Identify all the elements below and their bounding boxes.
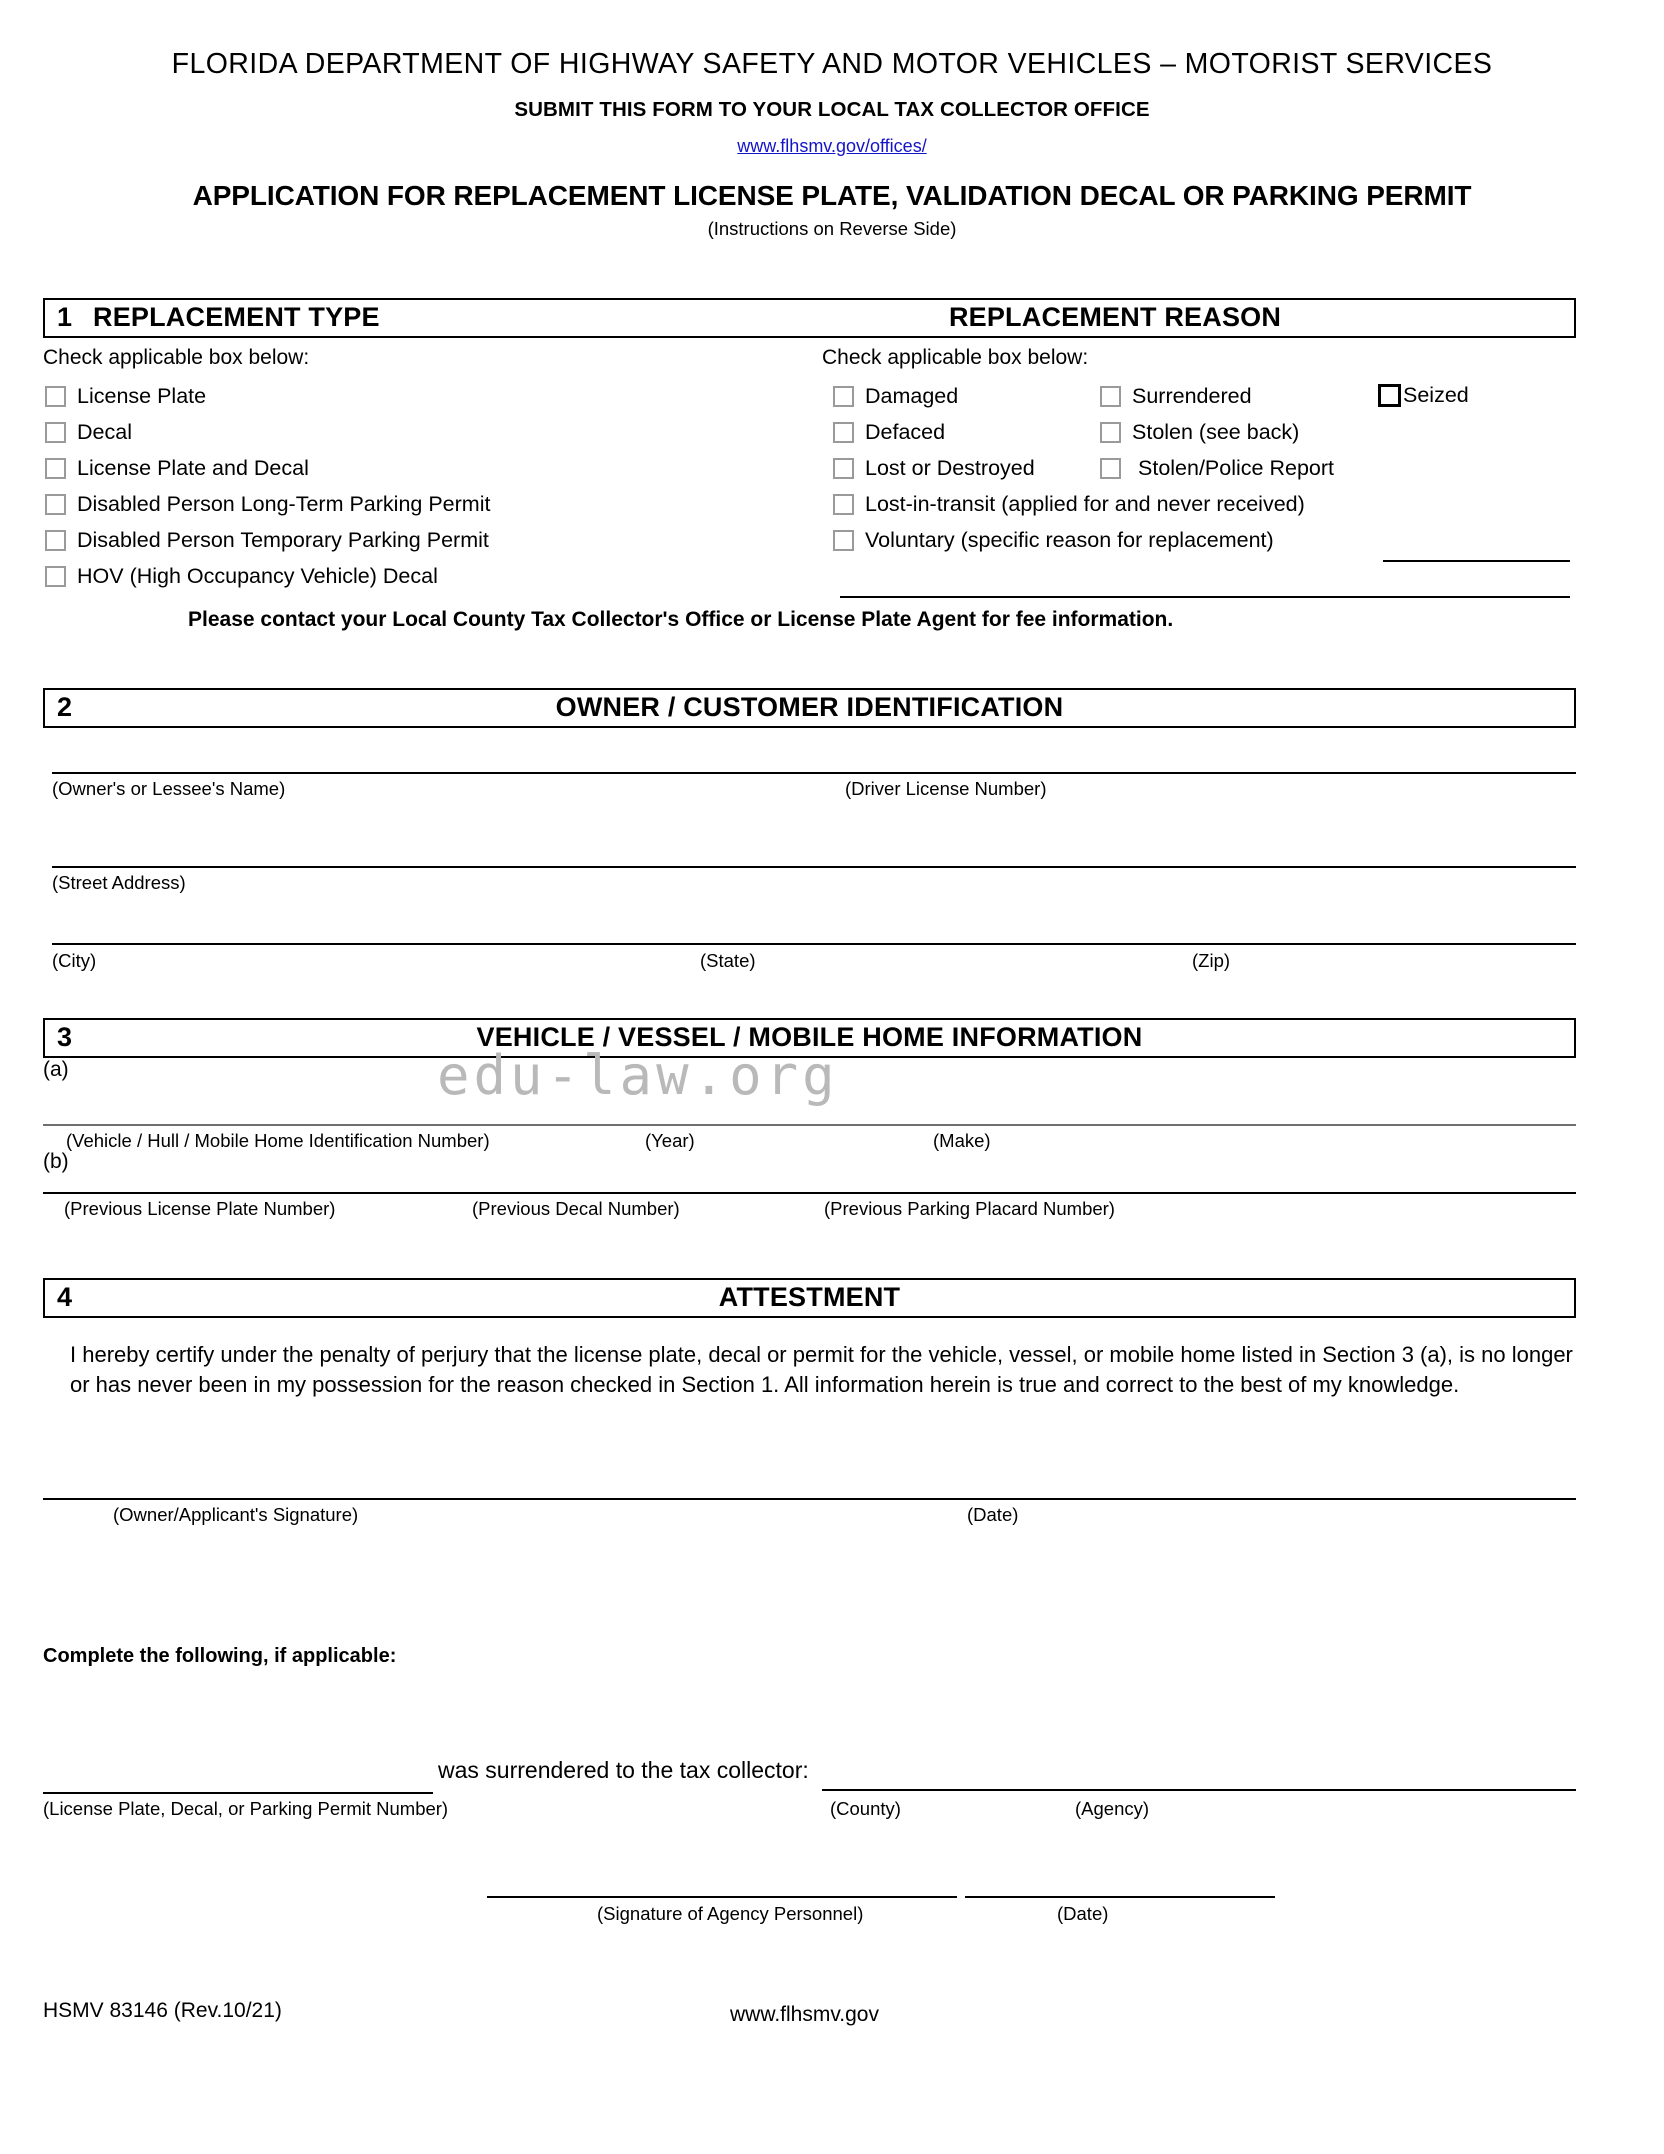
section-1-title-right: REPLACEMENT REASON xyxy=(948,301,1282,332)
checkbox-lost-or-destroyed-icon[interactable] xyxy=(833,458,854,479)
county-label: (County) xyxy=(830,1798,901,1819)
replacement-type-instruction: Check applicable box below: xyxy=(43,346,310,369)
complete-if-applicable-note: Complete the following, if applicable: xyxy=(43,1645,397,1667)
checkbox-row-temporary-parking-permit[interactable] xyxy=(45,522,490,558)
checkbox-damaged-icon[interactable] xyxy=(833,386,854,407)
surrendered-item-input-line[interactable] xyxy=(43,1792,433,1794)
zip-label: (Zip) xyxy=(1192,950,1231,971)
checkbox-row-seized[interactable] xyxy=(1378,377,1469,413)
checkbox-surrendered-icon[interactable] xyxy=(1100,386,1121,407)
voluntary-reason-input-line[interactable] xyxy=(1383,560,1570,562)
checkbox-defaced-icon[interactable] xyxy=(833,422,854,443)
section-3-number: 3 xyxy=(57,1021,73,1052)
surrendered-to-tax-collector-text: was surrendered to the tax collector: xyxy=(438,1757,809,1783)
city-label: (City) xyxy=(52,950,97,971)
agency-date-input-line[interactable] xyxy=(965,1896,1275,1898)
section-3-title: VEHICLE / VESSEL / MOBILE HOME INFORMATION xyxy=(476,1021,1143,1052)
checkbox-label: License Plate and Decal xyxy=(77,455,309,480)
previous-plate-label: (Previous License Plate Number) xyxy=(64,1198,336,1219)
previous-numbers-input-line[interactable] xyxy=(43,1192,1576,1194)
checkbox-label: Stolen/Police Report xyxy=(1138,455,1334,480)
checkbox-row-stolen-police-report[interactable] xyxy=(1100,450,1334,486)
offices-url-line xyxy=(0,136,1664,157)
section-2-header xyxy=(43,688,1576,728)
checkbox-license-plate-icon[interactable] xyxy=(45,386,66,407)
checkbox-row-decal[interactable] xyxy=(45,414,490,450)
voluntary-reason-continuation-line[interactable] xyxy=(840,596,1570,598)
fee-information-note: Please contact your Local County Tax Collector's Office or License Plate Agent for fee information. xyxy=(188,608,1174,631)
checkbox-label: Voluntary (specific reason for replacement) xyxy=(865,527,1274,552)
section-2-number: 2 xyxy=(57,691,73,722)
section-1-header xyxy=(43,298,1576,338)
checkbox-seized-icon[interactable] xyxy=(1378,384,1401,407)
agency-date-label: (Date) xyxy=(1057,1903,1109,1924)
offices-url-link[interactable]: www.flhsmv.gov/offices/ xyxy=(737,136,927,156)
state-label: (State) xyxy=(700,950,756,971)
replacement-reason-instruction: Check applicable box below: xyxy=(822,346,1089,369)
checkbox-label: Lost-in-transit (applied for and never received) xyxy=(865,491,1305,516)
checkbox-row-stolen[interactable] xyxy=(1100,414,1334,450)
make-label: (Make) xyxy=(933,1130,991,1151)
agency-signature-label: (Signature of Agency Personnel) xyxy=(597,1903,864,1924)
section-3-header xyxy=(43,1018,1576,1058)
previous-placard-label: (Previous Parking Placard Number) xyxy=(824,1198,1115,1219)
checkbox-label: Disabled Person Temporary Parking Permit xyxy=(77,527,489,552)
city-state-zip-input-line[interactable] xyxy=(52,943,1576,945)
vin-label: (Vehicle / Hull / Mobile Home Identification Number) xyxy=(66,1130,490,1151)
section-4-title: ATTESTMENT xyxy=(718,1281,901,1312)
owner-signature-input-line[interactable] xyxy=(43,1498,1576,1500)
checkbox-hov-decal-icon[interactable] xyxy=(45,566,66,587)
previous-decal-label: (Previous Decal Number) xyxy=(472,1198,680,1219)
owner-signature-label: (Owner/Applicant's Signature) xyxy=(113,1504,359,1525)
checkbox-stolen-icon[interactable] xyxy=(1100,422,1121,443)
checkbox-label: Defaced xyxy=(865,419,946,444)
checkbox-stolen-police-report-icon[interactable] xyxy=(1100,458,1121,479)
checkbox-temporary-parking-permit-icon[interactable] xyxy=(45,530,66,551)
driver-license-label: (Driver License Number) xyxy=(845,778,1047,799)
checkbox-voluntary-icon[interactable] xyxy=(833,530,854,551)
agency-label: (Agency) xyxy=(1075,1798,1150,1819)
section-4-header xyxy=(43,1278,1576,1318)
checkbox-row-surrendered[interactable] xyxy=(1100,378,1334,414)
page-subtitle: (Instructions on Reverse Side) xyxy=(707,218,957,239)
owner-name-input-line[interactable] xyxy=(52,772,1576,774)
website-footer: www.flhsmv.gov xyxy=(730,2003,879,2026)
street-address-label: (Street Address) xyxy=(52,872,186,893)
checkbox-row-lost-in-transit[interactable] xyxy=(833,486,1305,522)
street-address-input-line[interactable] xyxy=(52,866,1576,868)
checkbox-label: Disabled Person Long-Term Parking Permit xyxy=(77,491,491,516)
checkbox-label: Lost or Destroyed xyxy=(865,455,1035,480)
checkbox-lost-in-transit-icon[interactable] xyxy=(833,494,854,515)
checkbox-long-term-parking-permit-icon[interactable] xyxy=(45,494,66,515)
checkbox-row-long-term-parking-permit[interactable] xyxy=(45,486,490,522)
checkbox-decal-icon[interactable] xyxy=(45,422,66,443)
section-1-number: 1 xyxy=(57,301,73,332)
checkbox-label: Decal xyxy=(77,419,132,444)
checkbox-label: Surrendered xyxy=(1132,383,1252,408)
section-3-row-b-marker: (b) xyxy=(43,1150,69,1173)
checkbox-license-plate-and-decal-icon[interactable] xyxy=(45,458,66,479)
agency-signature-input-line[interactable] xyxy=(487,1896,957,1898)
attestment-paragraph: I hereby certify under the penalty of perjury that the license plate, decal or permit for the vehicle, vessel, or mobile home listed in Section 3 (a), is no longer or has never been in my possession for the reason checked in Section 1. All information herein is true and correct to the best of my knowledge. xyxy=(70,1342,1573,1397)
checkbox-label: Seized xyxy=(1403,382,1469,407)
form-id-footer: HSMV 83146 (Rev.10/21) xyxy=(43,1999,282,2022)
checkbox-row-voluntary[interactable] xyxy=(833,522,1305,558)
vin-year-make-input-line[interactable] xyxy=(43,1124,1576,1126)
section-1-title-left: REPLACEMENT TYPE xyxy=(93,301,380,332)
owner-signature-date-label: (Date) xyxy=(967,1504,1019,1525)
section-4-number: 4 xyxy=(57,1281,73,1312)
section-3-row-a-marker: (a) xyxy=(43,1058,69,1081)
year-label: (Year) xyxy=(645,1130,695,1151)
checkbox-row-hov-decal[interactable] xyxy=(45,558,490,594)
checkbox-label: License Plate xyxy=(77,383,207,408)
replacement-reason-list-col3 xyxy=(1378,377,1469,413)
section-2-title: OWNER / CUSTOMER IDENTIFICATION xyxy=(555,691,1064,722)
checkbox-label: Damaged xyxy=(865,383,959,408)
checkbox-row-license-plate[interactable] xyxy=(45,378,490,414)
replacement-reason-list-col2 xyxy=(1100,378,1334,486)
owner-name-label: (Owner's or Lessee's Name) xyxy=(52,778,286,799)
checkbox-label: Stolen (see back) xyxy=(1132,419,1300,444)
replacement-type-list xyxy=(45,378,490,594)
checkbox-row-license-plate-and-decal[interactable] xyxy=(45,450,490,486)
page-title: APPLICATION FOR REPLACEMENT LICENSE PLATE, VALIDATION DECAL OR PARKING PERMIT xyxy=(192,180,1472,211)
checkbox-label: HOV (High Occupancy Vehicle) Decal xyxy=(77,563,438,588)
surrendered-item-label: (License Plate, Decal, or Parking Permit Number) xyxy=(43,1798,449,1819)
watermark-text: edu-law.org xyxy=(437,1044,839,1107)
county-agency-input-line[interactable] xyxy=(822,1789,1576,1791)
submit-instruction: SUBMIT THIS FORM TO YOUR LOCAL TAX COLLECTOR OFFICE xyxy=(514,98,1150,121)
agency-heading: FLORIDA DEPARTMENT OF HIGHWAY SAFETY AND MOTOR VEHICLES – MOTORIST SERVICES xyxy=(171,48,1493,80)
